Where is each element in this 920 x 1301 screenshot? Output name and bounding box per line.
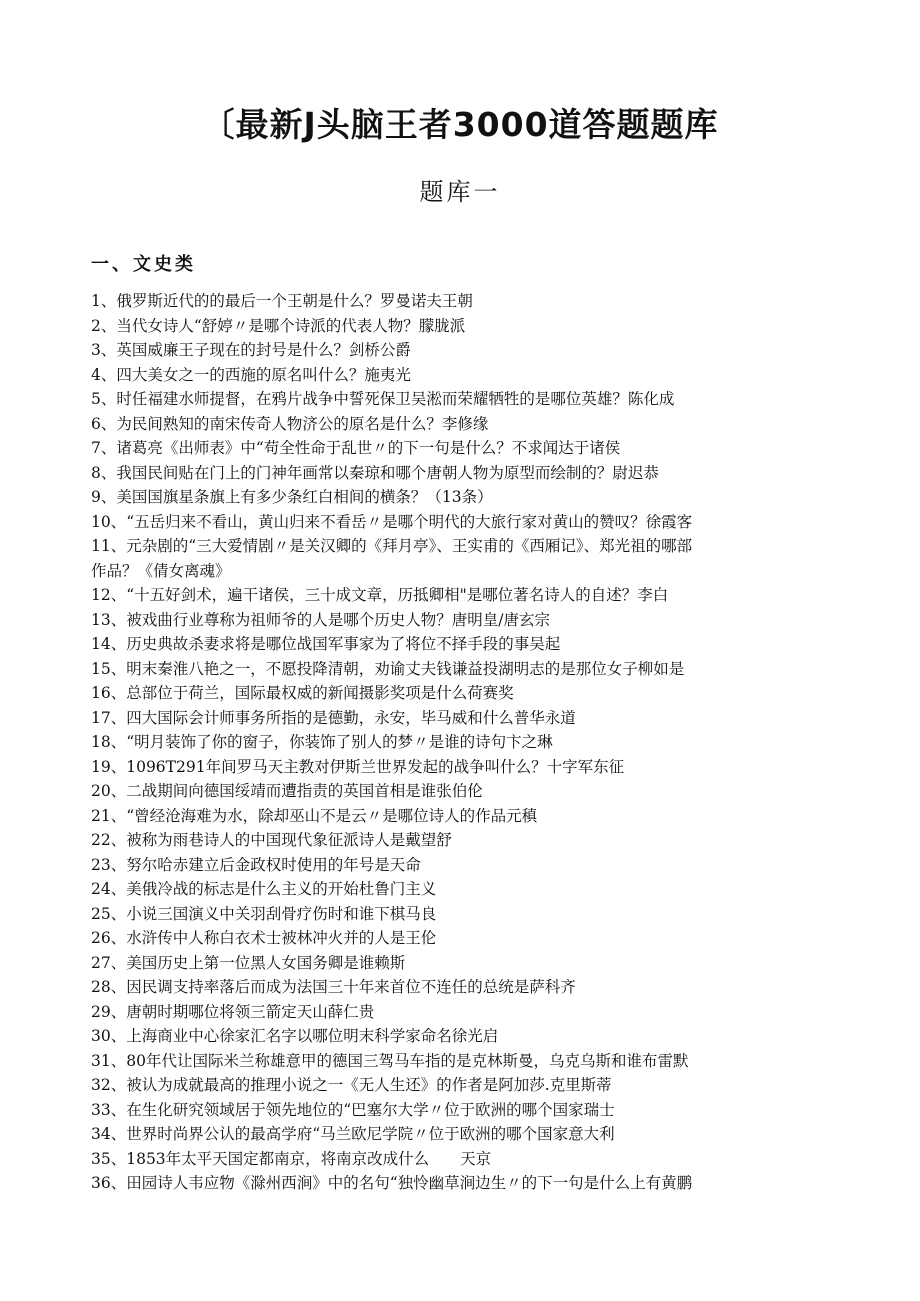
question-line-continuation: 作品？《倩女离魂》 xyxy=(91,561,231,580)
question-line: 26、水浒传中人称白衣术士被林冲火并的人是王伦 xyxy=(91,929,437,947)
question-line: 21、“曾经沧海难为水，除却巫山不是云〃是哪位诗人的作品元稹 xyxy=(91,806,538,825)
question-line: 25、小说三国演义中关羽刮骨疗伤时和谁下棋马良 xyxy=(91,904,437,923)
question-line: 7、诸葛亮《出师表》中“苟全性命于乱世〃的下一句是什么？不求闻达于诸侯 xyxy=(91,439,621,457)
question-line: 27、美国历史上第一位黑人女国务卿是谁赖斯 xyxy=(91,953,406,972)
question-line: 12、“十五好剑术，遍干诸侯，三十成文章，历抵卿相"是哪位著名诗人的自述？李白 xyxy=(91,586,669,604)
question-line: 1、俄罗斯近代的的最后一个王朝是什么？罗曼诺夫王朝 xyxy=(91,292,473,310)
question-line: 11、元杂剧的“三大爱情剧〃是关汉卿的《拜月亭》、王实甫的《西厢记》、郑光祖的哪部 xyxy=(91,537,693,555)
question-line: 17、四大国际会计师事务所指的是德勤，永安，毕马威和什么普华永道 xyxy=(91,708,576,727)
question-line: 20、二战期间向德国绥靖而遭指责的英国首相是谁张伯伦 xyxy=(91,782,483,800)
question-line: 2、当代女诗人“舒婷〃是哪个诗派的代表人物？朦胧派 xyxy=(91,316,466,335)
question-line: 14、历史典故杀妻求将是哪位战国军事家为了将位不择手段的事吴起 xyxy=(91,635,561,653)
question-line: 24、美俄冷战的标志是什么主义的开始杜鲁门主义 xyxy=(91,880,437,898)
question-line: 5、时任福建水师提督，在鸦片战争中誓死保卫吴淞而荣耀牺牲的是哪位英雄？陈化成 xyxy=(91,390,675,408)
question-line: 22、被称为雨巷诗人的中国现代象征派诗人是戴望舒 xyxy=(91,831,452,849)
question-line: 33、在生化研究领域居于领先地位的“巴塞尔大学〃位于欧洲的哪个国家瑞士 xyxy=(91,1100,615,1119)
question-line: 30、上海商业中心徐家汇名字以哪位明末科学家命名徐光启 xyxy=(91,1027,499,1045)
question-line: 3、英国威廉王子现在的封号是什么？剑桥公爵 xyxy=(91,341,411,359)
question-line: 23、努尔哈赤建立后金政权时使用的年号是天命 xyxy=(91,855,421,874)
question-line: 8、我国民间贴在门上的门神年画常以秦琼和哪个唐朝人物为原型而绘制的？尉迟恭 xyxy=(91,463,659,482)
question-line: 29、唐朝时期哪位将领三箭定天山薛仁贵 xyxy=(91,1002,375,1021)
question-line: 13、被戏曲行业尊称为祖师爷的人是哪个历史人物？唐明皇/唐玄宗 xyxy=(91,610,550,629)
question-line: 6、为民间熟知的南宋传奇人物济公的原名是什么？李修缘 xyxy=(91,414,489,433)
question-line: 4、四大美女之一的西施的原名叫什么？施夷光 xyxy=(91,365,411,384)
question-line: 31、80年代让国际米兰称雄意甲的德国三驾马车指的是克林斯曼，乌克乌斯和谁布雷默 xyxy=(91,1051,689,1070)
section-heading: 一、文史类 xyxy=(91,254,196,275)
document-title: 〔最新J头脑王者3000道答题题库 xyxy=(201,105,719,144)
question-line: 36、田园诗人韦应物《滁州西涧》中的名句“独怜幽草涧边生〃的下一句是什么上有黄鹏 xyxy=(91,1174,693,1192)
question-line: 10、“五岳归来不看山，黄山归来不看岳〃是哪个明代的大旅行家对黄山的赞叹？徐霞客 xyxy=(91,512,693,531)
question-line: 34、世界时尚界公认的最高学府“马兰欧尼学院〃位于欧洲的哪个国家意大利 xyxy=(91,1125,615,1143)
question-list xyxy=(91,289,831,1196)
question-line: 18、“明月装饰了你的窗子，你装饰了别人的梦〃是谁的诗句卞之琳 xyxy=(91,733,553,751)
question-line: 35、1853年太平天国定都南京，将南京改成什么 天京 xyxy=(91,1149,492,1168)
question-line: 28、因民调支持率落后而成为法国三十年来首位不连任的总统是萨科齐 xyxy=(91,978,576,996)
question-line: 19、1096T291年间罗马天主教对伊斯兰世界发起的战争叫什么？十字军东征 xyxy=(91,757,625,776)
question-line: 15、明末秦淮八艳之一，不愿投降清朝，劝谕丈夫钱谦益投湖明志的是那位女子柳如是 xyxy=(91,659,685,678)
document-subtitle: 题库一 xyxy=(419,178,501,206)
question-line: 9、美国国旗星条旗上有多少条红白相间的横条？（13条） xyxy=(91,488,493,506)
question-line: 32、被认为成就最高的推理小说之一《无人生还》的作者是阿加莎.克里斯蒂 xyxy=(91,1076,612,1094)
question-line: 16、总部位于荷兰，国际最权威的新闻摄影奖项是什么荷赛奖 xyxy=(91,684,514,702)
